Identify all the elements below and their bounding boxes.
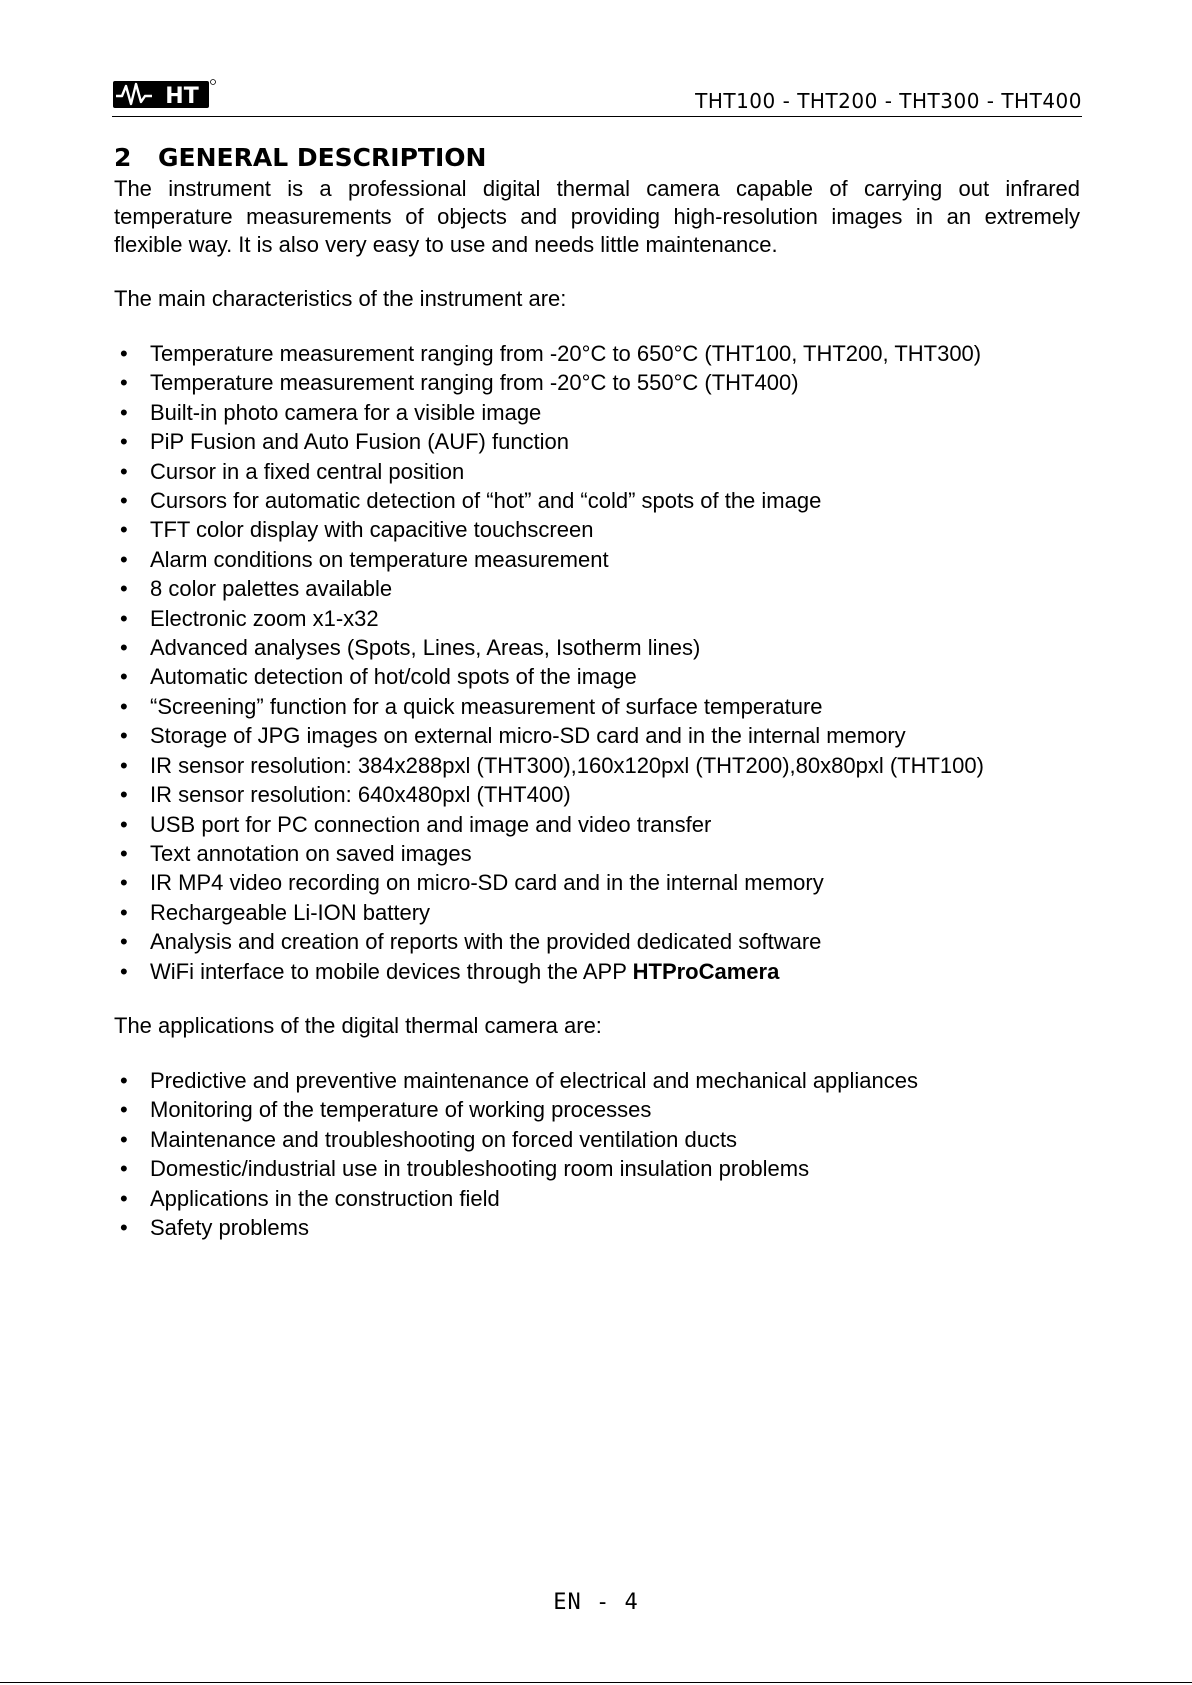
list-item: • Temperature measurement ranging from -20°C to 650°C (THT100, THT200, THT300) [114,339,1080,368]
list-item: • Alarm conditions on temperature measurement [114,545,1080,574]
list-item: • 8 color palettes available [114,574,1080,603]
list-item: • Built-in photo camera for a visible image [114,398,1080,427]
model-line: THT100 - THT200 - THT300 - THT400 [695,89,1082,113]
list-item: • TFT color display with capacitive touchscreen [114,515,1080,544]
list-item: • Predictive and preventive maintenance of electrical and mechanical appliances [114,1066,1080,1095]
section-title: GENERAL DESCRIPTION [158,143,487,172]
list-item [114,957,1080,986]
list-item: • Storage of JPG images on external micro-SD card and in the internal memory [114,721,1080,750]
list-item: • Safety problems [114,1213,1080,1242]
app-name: HTProCamera [632,958,780,984]
list-item: • Electronic zoom x1-x32 [114,604,1080,633]
list-item: • Cursor in a fixed central position [114,457,1080,486]
section-heading [114,141,1080,175]
page-header [112,76,1082,117]
list-item: • “Screening” function for a quick measurement of surface temperature [114,692,1080,721]
list-item: • Applications in the construction field [114,1184,1080,1213]
logo-text: HT [165,84,199,109]
wifi-item-text: WiFi interface to mobile devices through the APP [150,958,633,984]
page-number: EN - 4 [553,1590,639,1615]
list-item: • Monitoring of the temperature of working processes [114,1095,1080,1124]
list-item: • IR sensor resolution: 384x288pxl (THT300),160x120pxl (THT200),80x80pxl (THT100) [114,751,1080,780]
applications-list [114,1066,1080,1242]
bottom-divider [0,1682,1192,1683]
page-content [114,141,1080,1242]
section-number: 2 [114,143,132,172]
list-item: • Temperature measurement ranging from -20°C to 550°C (THT400) [114,368,1080,397]
characteristics-list-wifi [114,957,1080,986]
characteristics-list [114,339,1080,957]
ht-logo [112,76,217,110]
list-item: • Automatic detection of hot/cold spots of the image [114,662,1080,691]
list-item: • Advanced analyses (Spots, Lines, Areas, Isotherm lines) [114,633,1080,662]
characteristics-heading: The main characteristics of the instrument are: [114,286,567,311]
list-item: • Rechargeable Li-ION battery [114,898,1080,927]
list-item: • Maintenance and troubleshooting on forced ventilation ducts [114,1125,1080,1154]
applications-heading: The applications of the digital thermal camera are: [114,1012,602,1038]
list-item: • IR MP4 video recording on micro-SD card and in the internal memory [114,868,1080,897]
list-item: • Text annotation on saved images [114,839,1080,868]
list-item: • Domestic/industrial use in troubleshooting room insulation problems [114,1154,1080,1183]
list-item: • PiP Fusion and Auto Fusion (AUF) function [114,427,1080,456]
list-item: • USB port for PC connection and image and video transfer [114,810,1080,839]
list-item: • Analysis and creation of reports with the provided dedicated software [114,927,1080,956]
intro-paragraph: The instrument is a professional digital thermal camera capable of carrying out infrared temperature measurements of objects and providing high-resolution images in an extremely flexible way. It is also very easy to use and needs little maintenance. [114,176,1080,257]
list-item: • IR sensor resolution: 640x480pxl (THT400) [114,780,1080,809]
list-item: • Cursors for automatic detection of “hot” and “cold” spots of the image [114,486,1080,515]
